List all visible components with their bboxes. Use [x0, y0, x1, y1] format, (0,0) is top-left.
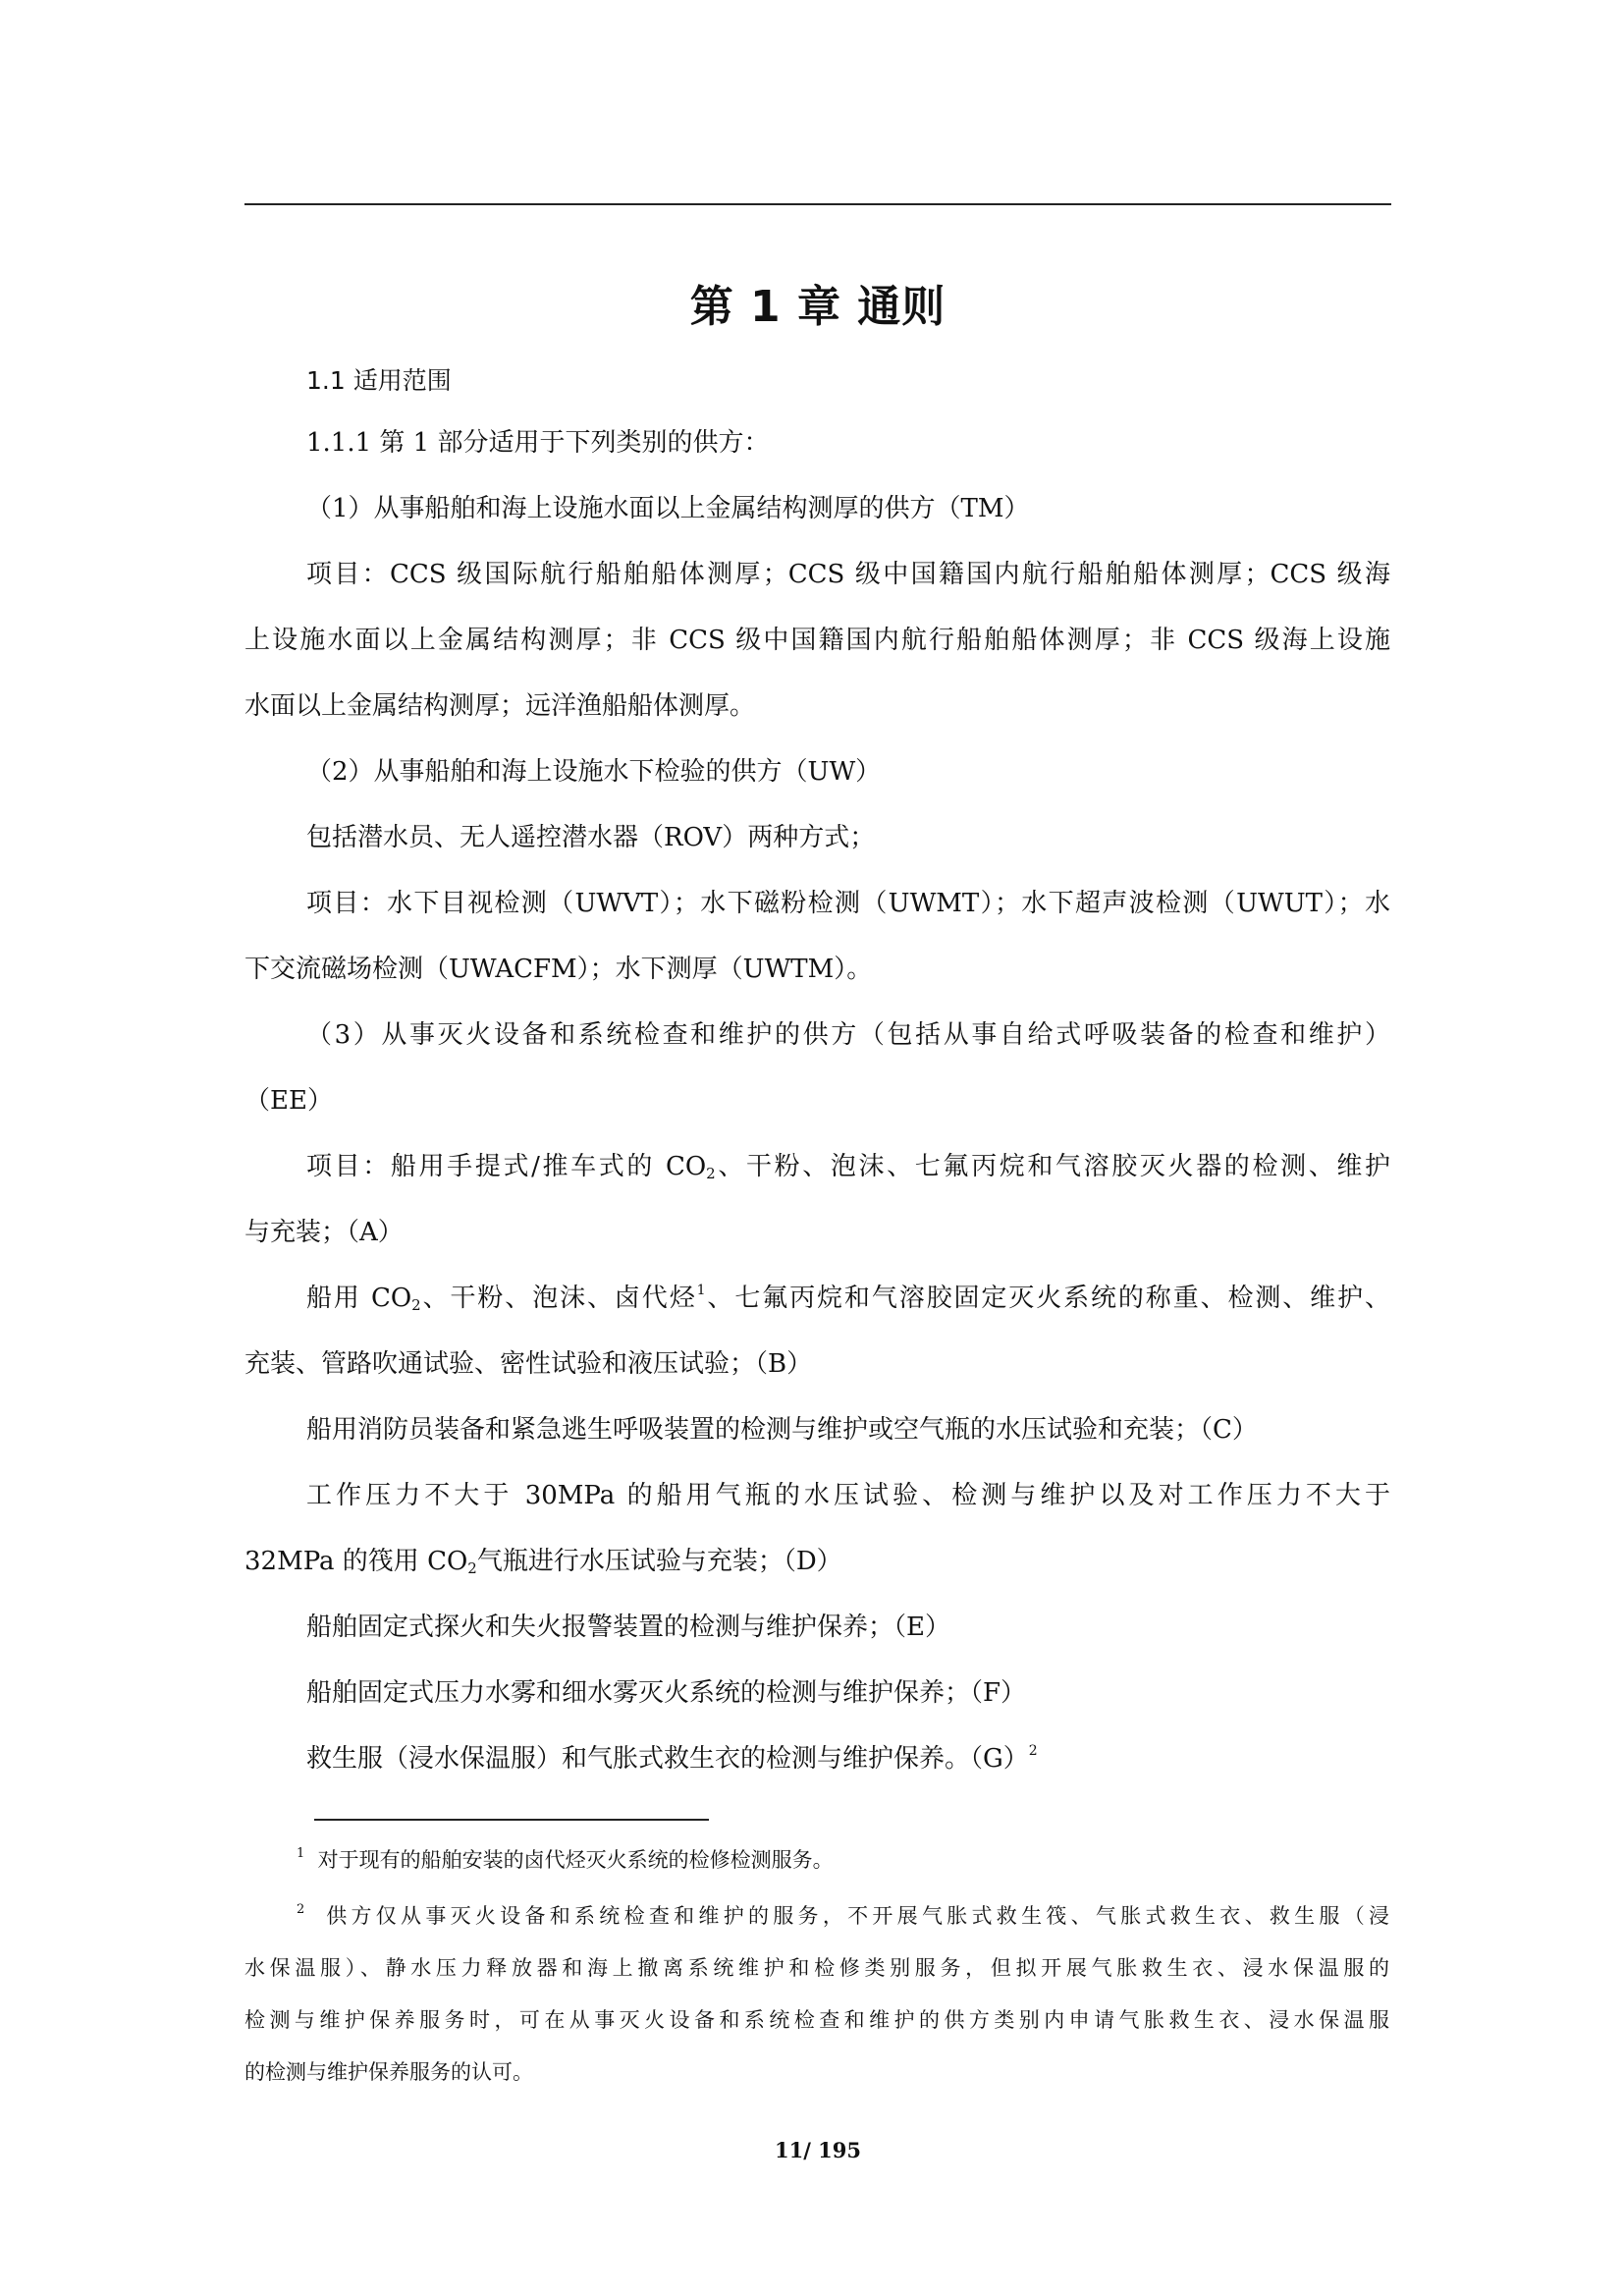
item-3e-line: 船舶固定式探火和失火报警装置的检测与维护保养；（E）: [306, 1613, 950, 1642]
item-2-heading: （2）从事船舶和海上设施水下检验的供方（UW）: [306, 757, 882, 787]
section-heading: 1.1 适用范围: [306, 366, 452, 395]
item-3c-line: 船用消防员装备和紧急逃生呼吸装置的检测与维护或空气瓶的水压试验和充装；（C）: [306, 1415, 1258, 1445]
footnote-2-line: 检测与维护保养服务时，可在从事灭火设备和系统检查和维护的供方类别内申请气胀救生衣、浸水保温服: [244, 2008, 1389, 2032]
chapter-title: 第 1 章 通则: [689, 282, 947, 332]
footnote-mark: 1: [297, 1846, 305, 1861]
footnote-2: $^2$ 供方仅从事灭火设备和系统检查和维护的服务，不开展气胀式救生筏、气胀式救生衣、救生服（浸: [297, 1902, 1389, 1928]
item-3-heading-cont: （EE）: [244, 1086, 333, 1116]
item-3g-line: 救生服（浸水保温服）和气胀式救生衣的检测与维护保养。$(G)^2$: [306, 1743, 1038, 1774]
item-3f-line: 船舶固定式压力水雾和细水雾灭火系统的检测与维护保养；（F）: [306, 1678, 1027, 1708]
item-3d-line: 工作压力不大于 30MPa 的船用气瓶的水压试验、检测与维护以及对工作压力不大于: [306, 1481, 1390, 1510]
page-number: 11/ 195: [774, 2138, 862, 2162]
item-3b-line: 船用 $CO_2$、干粉、泡沫、卤代烃$^1$、七氟丙烷和气溶胶固定灭火系统的称重、检测、维护、: [306, 1283, 1390, 1314]
footnote-1: $^1$ 对于现有的船舶安装的卤代烃灭火系统的检修检测服务。: [297, 1846, 834, 1872]
footnote-ref-2[interactable]: 2: [1028, 1743, 1038, 1759]
item-2-intro: 包括潜水员、无人遥控潜水器（ROV）两种方式；: [306, 823, 876, 852]
footnote-mark: 2: [297, 1902, 305, 1917]
item-3b-line: 充装、管路吹通试验、密性试验和液压试验；（B）: [244, 1349, 813, 1379]
item-2-body-line: 项目：水下目视检测（UWVT）；水下磁粉检测（UWMT）；水下超声波检测（UWUT）；水: [306, 889, 1390, 918]
clause-1-1-1: 1.1.1 第 1 部分适用于下列类别的供方：: [306, 428, 770, 458]
footnote-2-line: 的检测与维护保养服务的认可。: [244, 2060, 533, 2084]
footnote-rule: [314, 1819, 709, 1821]
header-rule: [244, 203, 1391, 205]
item-3-heading: （3）从事灭火设备和系统检查和维护的供方（包括从事自给式呼吸装备的检查和维护）: [306, 1020, 1390, 1050]
item-1-heading: （1）从事船舶和海上设施水面以上金属结构测厚的供方（TM）: [306, 494, 1030, 523]
item-3d-line: 32MPa 的筏用 $CO_2$气瓶进行水压试验与充装；（D）: [244, 1547, 842, 1577]
item-2-body-line: 下交流磁场检测（UWACFM）；水下测厚（UWTM）。: [244, 955, 873, 984]
item-1-body-line: 项目：CCS 级国际航行船舶船体测厚；CCS 级中国籍国内航行船舶船体测厚；CCS 级海: [306, 560, 1390, 589]
footnote-ref-1[interactable]: 1: [696, 1283, 706, 1298]
item-1-body-line: 水面以上金属结构测厚；远洋渔船船体测厚。: [244, 691, 756, 721]
item-1-body-line: 上设施水面以上金属结构测厚；非 CCS 级中国籍国内航行船舶船体测厚；非 CCS 级海上设施: [244, 626, 1390, 655]
item-3a-line: 与充装；（A）: [244, 1218, 404, 1247]
item-3a-line: 项目：船用手提式/推车式的 $CO_2$、干粉、泡沫、七氟丙烷和气溶胶灭火器的检测、维护: [306, 1152, 1390, 1182]
footnote-2-line: 水保温服）、静水压力释放器和海上撤离系统维护和检修类别服务，但拟开展气胀救生衣、浸水保温服的: [244, 1956, 1389, 1980]
